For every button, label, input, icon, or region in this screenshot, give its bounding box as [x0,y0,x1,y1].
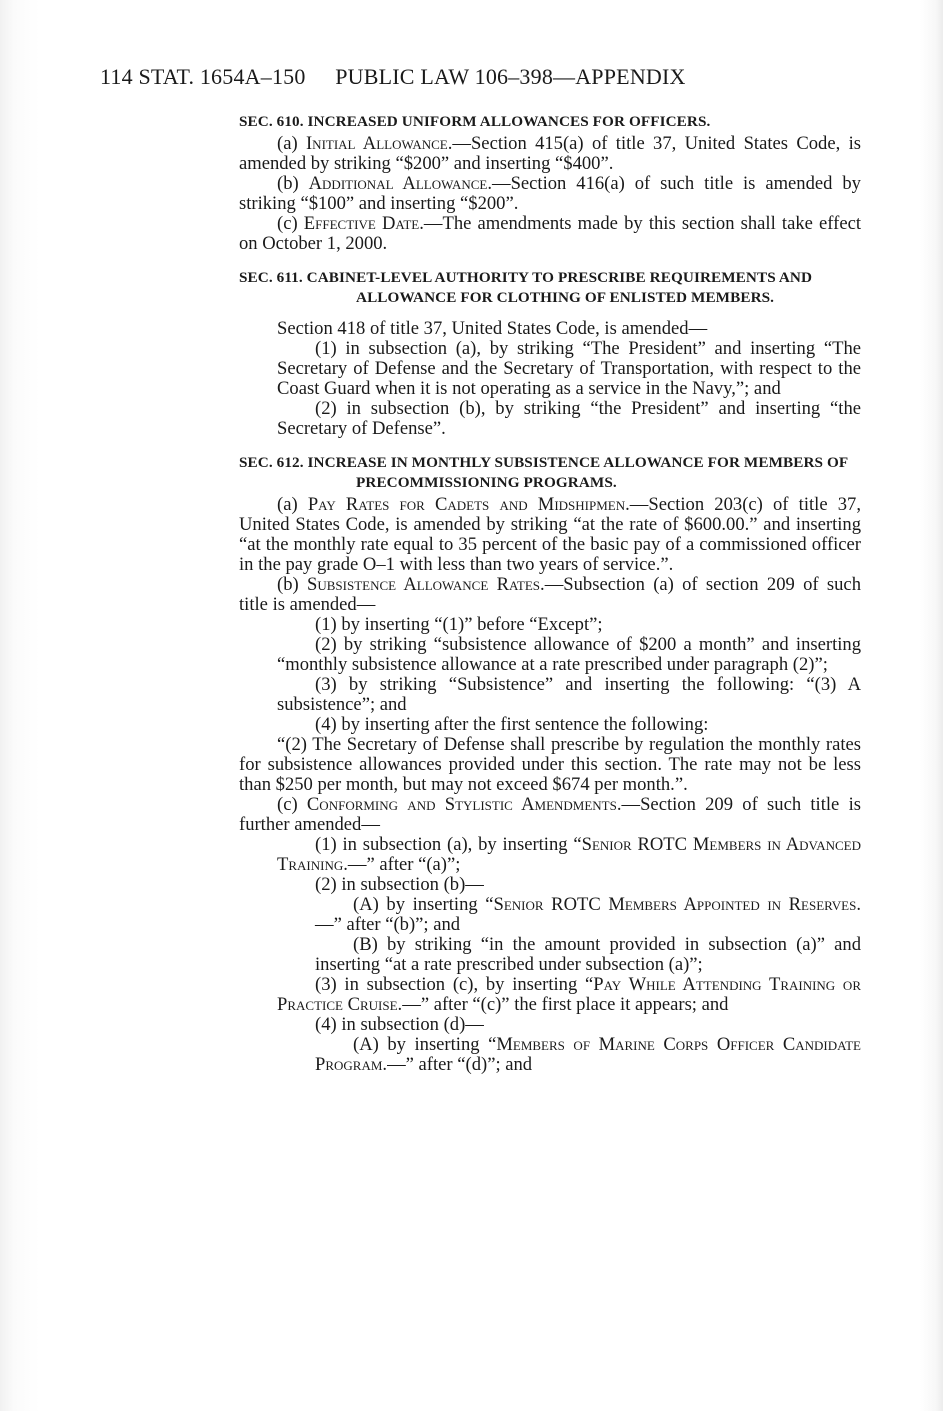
running-header [100,64,860,90]
section-612-c-item-2B: (B) by striking “in the amount provided in subsection (a)” and inserting “at a rate prescribed under subsection (a)”; [315,934,861,975]
section-611-intro: Section 418 of title 37, United States Code, is amended— [277,318,708,339]
section-611-heading: SEC. 611. CABINET-LEVEL AUTHORITY TO PRESCRIBE REQUIREMENTS AND ALLOWANCE FOR CLOTHING OF ENLISTED MEMBERS. [239,269,813,306]
section-612-paragraph-c: (c) Conforming and Stylistic Amendments.—Section 209 of such title is further amended— [239,794,861,835]
document-body [239,112,861,1075]
statute-page-number: 114 STAT. 1654A–150 [100,64,306,89]
section-612-c-item-2A: (A) by inserting “Senior ROTC Members Appointed in Reserves.—” after “(b)”; and [315,894,861,935]
section-611-item-2: (2) in subsection (b), by striking “the President” and inserting “the Secretary of Defense”. [277,398,861,439]
section-612-c-item-2: (2) in subsection (b)— [315,874,484,895]
section-610-paragraph-a: (a) Initial Allowance.—Section 415(a) of title 37, United States Code, is amended by striking “$200” and inserting “$400”. [239,133,861,174]
section-612-paragraph-b: (b) Subsistence Allowance Rates.—Subsection (a) of section 209 of such title is amended— [239,574,861,615]
section-612-quoted-text: “(2) The Secretary of Defense shall prescribe by regulation the monthly rates for subsistence allowances provided under this section. The rate may not be less than $250 per month, but may not exceed $674 per month.”. [239,734,861,795]
section-612-c-item-1: (1) in subsection (a), by inserting “Senior ROTC Members in Advanced Training.—” after “(a)”; [277,834,861,875]
section-612-c-item-3: (3) in subsection (c), by inserting “Pay While Attending Training or Practice Cruise.—” after “(c)” the first place it appears; and [277,974,861,1015]
section-612-c-item-4: (4) in subsection (d)— [315,1014,484,1035]
section-610-heading: SEC. 610. INCREASED UNIFORM ALLOWANCES FOR OFFICERS. [239,113,711,130]
section-612-c-item-4A: (A) by inserting “Members of Marine Corps Officer Candidate Program.—” after “(d)”; and [315,1034,861,1075]
section-612-b-item-2: (2) by striking “subsistence allowance of $200 a month” and inserting “monthly subsistence allowance at a rate prescribed under paragraph (2)”; [277,634,861,675]
public-law-title: PUBLIC LAW 106–398—APPENDIX [335,64,686,89]
section-611-item-1: (1) in subsection (a), by striking “The President” and inserting “The Secretary of Defense and the Secretary of Transportation, with respect to the Coast Guard when it is not operating as a service in the Navy,”; and [277,338,861,399]
section-610-paragraph-b: (b) Additional Allowance.—Section 416(a) of such title is amended by striking “$100” and inserting “$200”. [239,173,861,214]
section-610-paragraph-c: (c) Effective Date.—The amendments made by this section shall take effect on October 1, 2000. [239,213,861,254]
section-612-b-item-1: (1) by inserting “(1)” before “Except”; [315,614,603,635]
section-612-heading: SEC. 612. INCREASE IN MONTHLY SUBSISTENCE ALLOWANCE FOR MEMBERS OF PRECOMMISSIONING PROGRAMS. [239,454,848,491]
section-612-b-item-3: (3) by striking “Subsistence” and inserting the following: “(3) A subsistence”; and [277,674,861,715]
section-612-b-item-4: (4) by inserting after the first sentence the following: [315,714,709,735]
section-612-paragraph-a: (a) Pay Rates for Cadets and Midshipmen.—Section 203(c) of title 37, United States Code, is amended by striking “at the rate of $600.00.” and inserting “at the monthly rate equal to 35 percent of the basic pay of a commissioned officer in the pay grade O–1 with less than two years of service.”. [239,494,861,575]
